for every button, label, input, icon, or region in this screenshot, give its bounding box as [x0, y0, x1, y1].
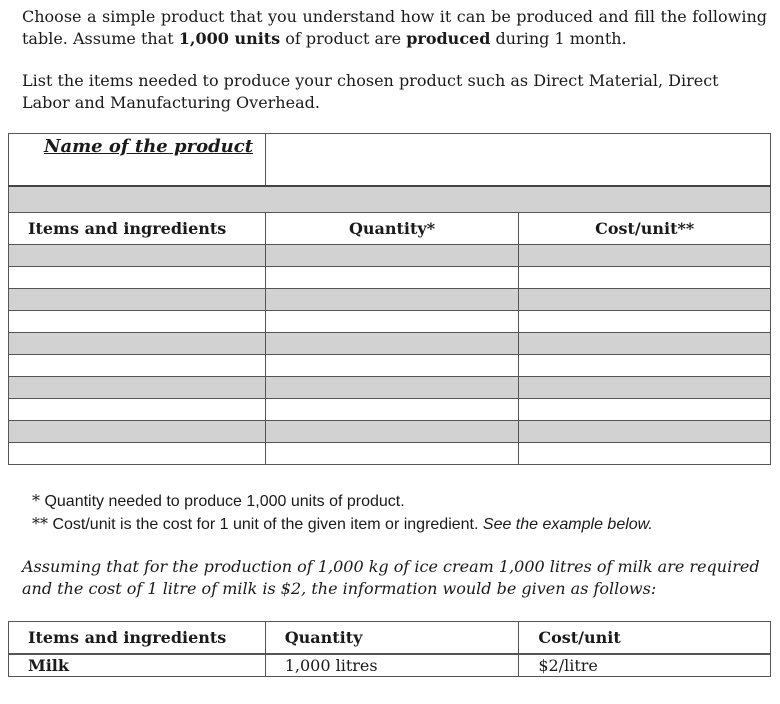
- header-cost-unit: Cost/unit**: [519, 213, 771, 245]
- table-row: [9, 289, 771, 311]
- header-items: Items and ingredients: [9, 213, 266, 245]
- example-assumption: Assuming that for the production of 1,000 kg of ice cream 1,000 litres of milk are required and the cost of 1 litre of milk is $2, the information would be given as follows:: [22, 557, 760, 598]
- intro-text-2: of product are: [280, 29, 407, 48]
- table-row: [9, 355, 771, 377]
- quantity-cell[interactable]: [265, 311, 519, 333]
- product-name-label-cell: [9, 134, 266, 187]
- footnote-quantity: [32, 490, 772, 513]
- example-item: Milk: [9, 654, 266, 677]
- product-name-row: [9, 134, 771, 187]
- table-header-row: [9, 213, 771, 245]
- product-name-field[interactable]: [265, 134, 770, 187]
- footnote-cost-text: Cost/unit is the cost for 1 unit of the given item or ingredient.: [48, 516, 483, 533]
- footnote-see-example: See the example below.: [482, 516, 653, 533]
- table-row: [9, 421, 771, 443]
- quantity-cell[interactable]: [265, 333, 519, 355]
- example-header-row: [9, 622, 771, 655]
- separator-row: [9, 186, 771, 213]
- item-cell[interactable]: [9, 267, 266, 289]
- cost-cell[interactable]: [519, 443, 771, 465]
- list-instruction: List the items needed to produce your chosen product such as Direct Material, Direct Labor and Manufacturing Overhead.: [22, 71, 719, 112]
- cost-cell[interactable]: [519, 399, 771, 421]
- item-cell[interactable]: [9, 443, 266, 465]
- item-cell[interactable]: [9, 333, 266, 355]
- table-row: [9, 333, 771, 355]
- example-header-cost: Cost/unit: [519, 622, 771, 655]
- footnote-star-1: *: [32, 491, 40, 510]
- quantity-cell[interactable]: [265, 245, 519, 267]
- item-cell[interactable]: [9, 399, 266, 421]
- example-quantity: 1,000 litres: [265, 654, 519, 677]
- intro-paragraph: [22, 6, 767, 50]
- example-header-items: Items and ingredients: [9, 622, 266, 655]
- table-row: [9, 443, 771, 465]
- example-row: [9, 654, 771, 677]
- intro-bold-produced: produced: [406, 29, 491, 48]
- table-row: [9, 245, 771, 267]
- cost-cell[interactable]: [519, 355, 771, 377]
- item-cell[interactable]: [9, 377, 266, 399]
- example-header-quantity: Quantity: [265, 622, 519, 655]
- separator-cell: [9, 186, 771, 213]
- item-cell[interactable]: [9, 355, 266, 377]
- footnote-cost: [32, 513, 772, 536]
- quantity-cell[interactable]: [265, 267, 519, 289]
- quantity-cell[interactable]: [265, 289, 519, 311]
- item-cell[interactable]: [9, 421, 266, 443]
- cost-cell[interactable]: [519, 245, 771, 267]
- example-table: [8, 621, 771, 677]
- example-cost: $2/litre: [519, 654, 771, 677]
- quantity-cell[interactable]: [265, 355, 519, 377]
- footnotes: [32, 490, 772, 536]
- header-quantity: Quantity*: [265, 213, 519, 245]
- table-row: [9, 377, 771, 399]
- cost-cell[interactable]: [519, 289, 771, 311]
- intro-text-3: during 1 month.: [490, 29, 627, 48]
- item-cell[interactable]: [9, 289, 266, 311]
- intro-text-1: Choose a simple product that you understand how it can be produced and fill the following table. Assume that: [22, 7, 767, 48]
- cost-cell[interactable]: [519, 377, 771, 399]
- footnote-quantity-text: Quantity needed to produce 1,000 units of product.: [40, 493, 405, 510]
- quantity-cell[interactable]: [265, 421, 519, 443]
- cost-cell[interactable]: [519, 267, 771, 289]
- quantity-cell[interactable]: [265, 399, 519, 421]
- cost-cell[interactable]: [519, 311, 771, 333]
- footnote-star-2: **: [32, 514, 48, 533]
- table-row: [9, 267, 771, 289]
- product-name-label: Name of the product: [44, 136, 254, 157]
- quantity-cell[interactable]: [265, 377, 519, 399]
- product-cost-table: [8, 133, 771, 465]
- table-row: [9, 311, 771, 333]
- cost-cell[interactable]: [519, 421, 771, 443]
- quantity-cell[interactable]: [265, 443, 519, 465]
- item-cell[interactable]: [9, 245, 266, 267]
- table-row: [9, 399, 771, 421]
- item-cell[interactable]: [9, 311, 266, 333]
- cost-cell[interactable]: [519, 333, 771, 355]
- intro-bold-units: 1,000 units: [178, 29, 281, 48]
